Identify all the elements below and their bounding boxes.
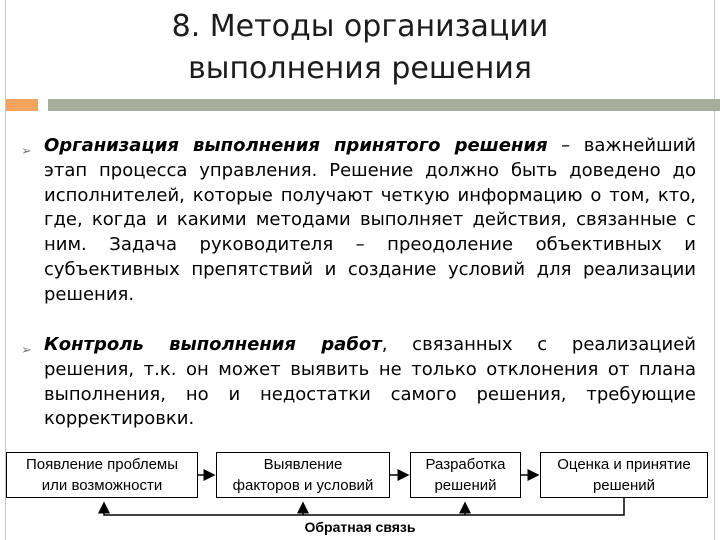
bullet-1-emphasis: Организация выполнения принятого решения	[44, 135, 548, 156]
flow-step-2-line1: Выявление	[263, 456, 343, 473]
flow-step-evaluation	[540, 452, 708, 498]
flow-step-4-line2: решений	[592, 477, 656, 494]
flow-step-problem	[6, 452, 198, 498]
title-line-1: 8. Методы организации	[171, 9, 549, 44]
flow-step-1-line1: Появление проблемы	[25, 456, 179, 473]
bullet-2-text: , связанных с реализацией решения, т.к. он может выявить не только отклонения от плана выполнения, но и недостатки самого решения, требующие корректировки.	[44, 334, 696, 430]
bullet-2-emphasis: Контроль выполнения работ	[44, 334, 382, 355]
flow-step-2-line2: факторов и условий	[232, 477, 374, 494]
arrow-bullet-icon: ➢	[21, 144, 32, 159]
flow-step-3-line1: Разработка	[425, 456, 506, 473]
arrow-bullet-icon: ➢	[21, 343, 32, 358]
flow-step-3-line2: решений	[434, 477, 497, 494]
feedback-loop-line	[104, 498, 624, 515]
bullet-1-text: – важнейший этап процесса управления. Решение должно быть доведено до исполнителей, которые получают четкую информацию о том, кто, где, когда и какими методами выполняет действия, связанные с ним. Задача руководителя – преодоление объективных и субъективных препятствий и создание условий для реализации решения.	[44, 135, 696, 305]
flow-step-factors	[216, 452, 390, 498]
flow-step-4-line1: Оценка и принятие	[557, 456, 691, 473]
feedback-label: Обратная связь	[304, 519, 416, 535]
title-line-2: выполнения решения	[188, 51, 532, 86]
flow-step-1-line2: или возможности	[41, 477, 163, 494]
flow-step-development	[410, 452, 521, 498]
